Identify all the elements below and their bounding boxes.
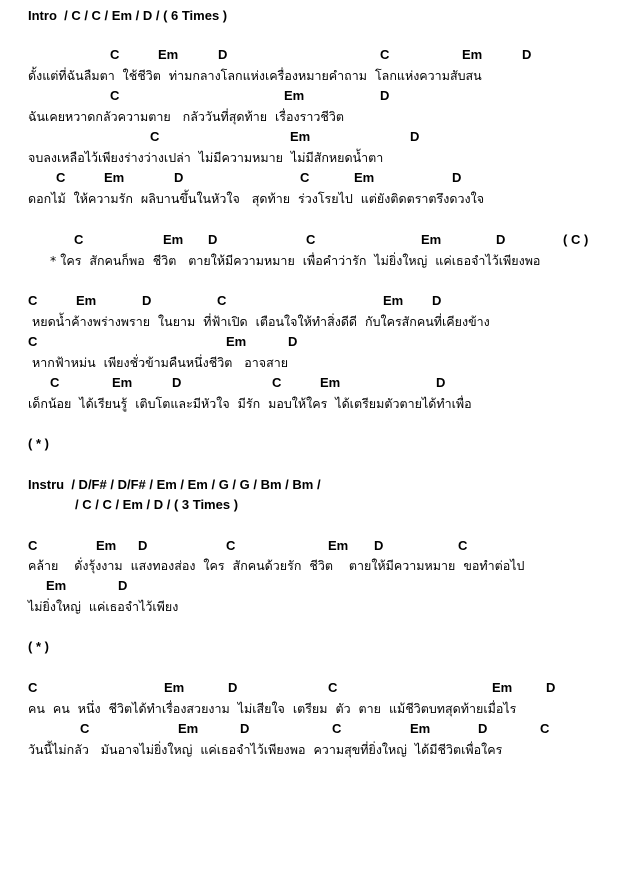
chord: C (74, 232, 84, 247)
lyric-text: จบลงเหลือไว้เพียงร่างว่างเปล่า ไม่มีความหมาย ไม่มีสักหยดน้ำตา (28, 150, 384, 165)
chord: Em (320, 375, 341, 390)
chord: C (380, 47, 390, 62)
lyric-text: คล้าย ดั่งรุ้งงาม แสงทองส่อง ใคร สักคนด้วยรัก ชีวิต ตายให้มีความหมาย ขอทำต่อไป (28, 558, 525, 573)
lyric-text: วันนี้ไม่กลัว มันอาจไม่ยิ่งใหญ่ แค่เธอจำไว้เพียงพอ ความสุขที่ยิ่งใหญ่ ได้มีชีวิตเพื่อใคร (28, 742, 503, 757)
chord: Em (328, 538, 349, 553)
chord: D (138, 538, 148, 553)
lyric-line (0, 107, 620, 127)
chord: C (332, 721, 342, 736)
lyric-line (0, 312, 620, 332)
chord: D (432, 293, 442, 308)
chord: C (328, 680, 338, 695)
lyric-text: ไม่ยิ่งใหญ่ แค่เธอจำไว้เพียง (28, 599, 179, 614)
chord-line (0, 719, 620, 739)
chord: Em (492, 680, 513, 695)
instru-line (0, 495, 620, 515)
chord-line (0, 45, 620, 65)
chord: C (217, 293, 227, 308)
lyric-text: ดั้งแต่ที่ฉันลืมตา ใช้ชีวิต ท่ามกลางโลกแห่งเครื่องหมายคำถาม โลกแห่งความสับสน (28, 68, 482, 83)
instru-progression: / C / C / Em / D / ( 3 Times ) (75, 497, 239, 512)
lyric-line (0, 189, 620, 209)
chord: Em (284, 88, 305, 103)
chord-line (0, 678, 620, 698)
chord: C (50, 375, 60, 390)
chord: C (28, 334, 38, 349)
chord: D (522, 47, 532, 62)
lyric-line (0, 597, 620, 617)
chord-line (0, 86, 620, 106)
repeat-marker-line (0, 637, 620, 657)
chord: Em (383, 293, 404, 308)
chord: Em (112, 375, 133, 390)
chord: Em (104, 170, 125, 185)
chord: C (80, 721, 90, 736)
lyric-line (0, 699, 620, 719)
chord: Em (46, 578, 67, 593)
chord: C (540, 721, 550, 736)
chord: D (380, 88, 390, 103)
chord: D (174, 170, 184, 185)
chord: D (118, 578, 128, 593)
chord-line (0, 291, 620, 311)
chord: C (272, 375, 282, 390)
chord: D (142, 293, 152, 308)
lyric-text: * ใคร สักคนก็พอ ชีวิต ตายให้มีความหมาย เพื่อคำว่ารัก ไม่ยิ่งใหญ่ แค่เธอจำไว้เพียงพอ (50, 253, 541, 268)
chord: C (150, 129, 160, 144)
intro-line (0, 6, 620, 26)
chord-line (0, 168, 620, 188)
chord-line (0, 576, 620, 596)
lyric-line (0, 353, 620, 373)
lyric-text: หยดน้ำค้างพร่างพราย ในยาม ที่ฟ้าเปิด เตือนใจให้ทำสิ่งดีดี กับใครสักคนที่เคียงข้าง (32, 314, 490, 329)
lyric-text: ฉันเคยหวาดกลัวความตาย กลัววันที่สุดท้าย เรื่องราวชีวิต (28, 109, 344, 124)
chord: Em (96, 538, 117, 553)
chord: D (452, 170, 462, 185)
chord: C (28, 293, 38, 308)
chord: D (208, 232, 218, 247)
chord: D (496, 232, 506, 247)
chord: D (218, 47, 228, 62)
intro-progression: Intro / C / C / Em / D / ( 6 Times ) (28, 8, 228, 23)
instru-progression: Instru / D/F# / D/F# / Em / Em / G / G / Bm / Bm / (28, 477, 321, 492)
lyric-line (0, 740, 620, 760)
chord: C (110, 88, 120, 103)
lyric-line (0, 66, 620, 86)
chord: C (56, 170, 66, 185)
chord: D (172, 375, 182, 390)
chord: C (110, 47, 120, 62)
chord: C (226, 538, 236, 553)
chord: D (546, 680, 556, 695)
chord: Em (226, 334, 247, 349)
chord-line (0, 332, 620, 352)
repeat-chorus-marker: ( * ) (28, 639, 49, 654)
chord: C (28, 680, 38, 695)
chord: C (458, 538, 468, 553)
chord: D (436, 375, 446, 390)
chord: Em (290, 129, 311, 144)
chord: D (410, 129, 420, 144)
repeat-marker-line (0, 434, 620, 454)
lyric-line (0, 148, 620, 168)
chord: D (478, 721, 488, 736)
lyric-line (0, 556, 620, 576)
chord: Em (410, 721, 431, 736)
chord: ( C ) (563, 232, 589, 247)
chord-line (0, 536, 620, 556)
instru-line (0, 475, 620, 495)
chord: Em (421, 232, 442, 247)
lyric-text: คน คน หนึ่ง ชีวิตได้ทำเรื่องสวยงาม ไม่เสียใจ เตรียม ตัว ตาย แม้ชีวิตบทสุดท้ายเมื่อไร (28, 701, 517, 716)
chord: C (300, 170, 310, 185)
chord: C (28, 538, 38, 553)
chord: Em (354, 170, 375, 185)
chord-line (0, 127, 620, 147)
lyric-line (0, 394, 620, 414)
chord: Em (178, 721, 199, 736)
lyric-text: เด็กน้อย ได้เรียนรู้ เติบโตและมีหัวใจ มีรัก มอบให้ใคร ได้เตรียมตัวตายได้ทำเพื่อ (28, 396, 472, 411)
chord: Em (163, 232, 184, 247)
chord: Em (462, 47, 483, 62)
chord: C (306, 232, 316, 247)
lyric-text: หากฟ้าหม่น เพียงชั่วข้ามคืนหนึ่งชีวิต อาจสาย (32, 355, 289, 370)
chord-line (0, 230, 620, 250)
chord: Em (76, 293, 97, 308)
chord: D (288, 334, 298, 349)
chord: Em (158, 47, 179, 62)
repeat-chorus-marker: ( * ) (28, 436, 49, 451)
chord-line (0, 373, 620, 393)
chord: D (240, 721, 250, 736)
chord: D (374, 538, 384, 553)
chord: D (228, 680, 238, 695)
lyric-line (0, 251, 620, 271)
lyric-text: ดอกไม้ ให้ความรัก ผลิบานขึ้นในหัวใจ สุดท้าย ร่วงโรยไป แต่ยังติดตราตรึงดวงใจ (28, 191, 485, 206)
chord: Em (164, 680, 185, 695)
